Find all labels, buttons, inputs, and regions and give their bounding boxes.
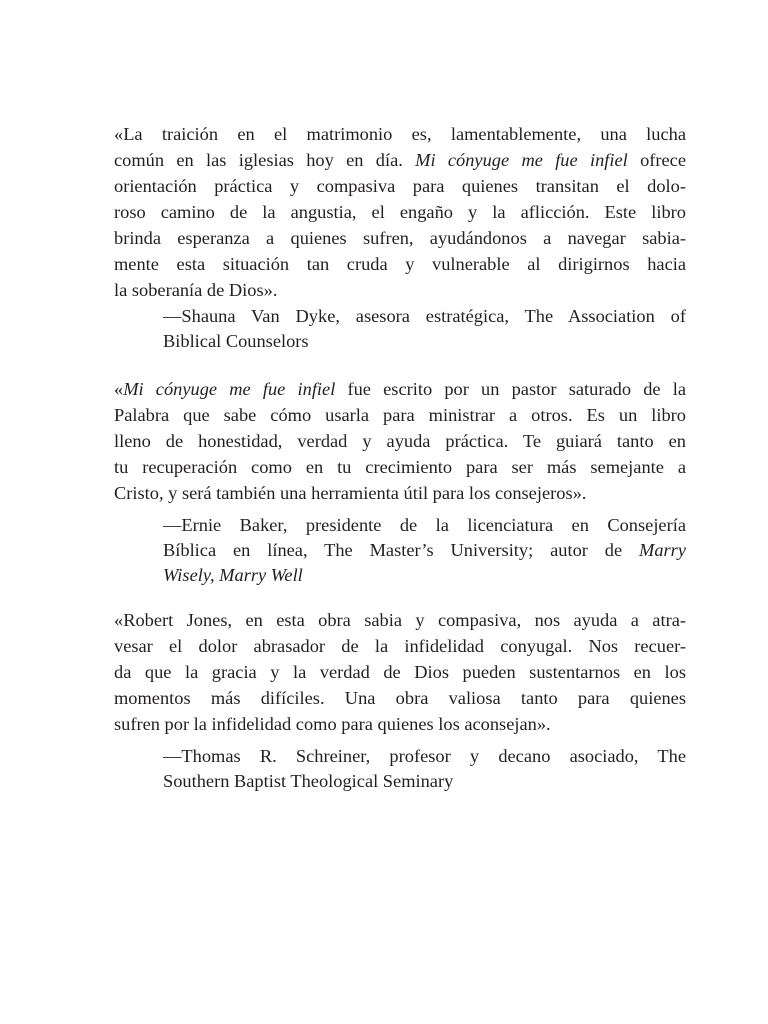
book-title: Wisely, Marry Well [163, 565, 303, 585]
text-segment: roso camino de la angustia, el engaño y la aflicción. Este libro [114, 202, 686, 222]
quote-line [114, 173, 686, 199]
quote-line [114, 480, 586, 506]
text-segment: «Robert Jones, en esta obra sabia y compasiva, nos ayuda a atra- [114, 610, 686, 630]
attribution-line [163, 768, 453, 794]
quote-line [114, 225, 686, 251]
text-segment: mente esta situación tan cruda y vulnerable al dirigirnos hacia [114, 254, 686, 274]
quote-line [114, 454, 686, 480]
text-segment: sufren por la infidelidad como para quienes los aconsejan». [114, 714, 551, 734]
quote-line [114, 251, 686, 277]
text-segment: fue escrito por un pastor saturado de la [335, 379, 686, 399]
text-segment: brinda esperanza a quienes sufren, ayudándonos a navegar sabia- [114, 228, 686, 248]
quote-line [114, 659, 686, 685]
text-segment: Southern Baptist Theological Seminary [163, 771, 454, 791]
quote-line [114, 685, 686, 711]
text-segment: momentos más difíciles. Una obra valiosa tanto para quienes [114, 688, 686, 708]
text-segment: Biblical Counselors [163, 331, 309, 351]
text-segment: orientación práctica y compasiva para quienes transitan el dolo- [114, 176, 686, 196]
text-segment: ofrece [627, 150, 686, 170]
text-segment: común en las iglesias hoy en día. [114, 150, 416, 170]
text-segment: lleno de honestidad, verdad y ayuda práctica. Te guiará tanto en [114, 431, 686, 451]
text-segment: tu recuperación como en tu crecimiento para ser más semejante a [114, 457, 686, 477]
text-segment: Cristo, y será también una herramienta útil para los consejeros». [114, 483, 587, 503]
book-title: Marry [639, 540, 686, 560]
text-segment: Bíblica en línea, The Master’s University; autor de [163, 540, 639, 560]
text-segment: vesar el dolor abrasador de la infidelidad conyugal. Nos recuer- [114, 636, 686, 656]
attribution-line [163, 743, 686, 769]
quote-line [114, 199, 686, 225]
quote-line [114, 428, 686, 454]
attribution-line [163, 512, 686, 538]
text-segment: da que la gracia y la verdad de Dios pueden sustentarnos en los [114, 662, 686, 682]
quote-line [114, 277, 277, 303]
text-segment: Palabra que sabe cómo usarla para ministrar a otros. Es un libro [114, 405, 686, 425]
book-title: Mi cónyuge me fue infiel [123, 379, 336, 399]
quote-line [114, 376, 686, 402]
quote-line [114, 147, 686, 173]
quote-line [114, 711, 551, 737]
attribution-line [163, 328, 309, 354]
quote-line [114, 607, 686, 633]
text-segment: la soberanía de Dios». [114, 280, 278, 300]
book-title: Mi cónyuge me fue infiel [415, 150, 628, 170]
text-segment: «La traición en el matrimonio es, lamentablemente, una lucha [114, 124, 686, 144]
text-segment: —Shauna Van Dyke, asesora estratégica, The Association of [163, 306, 686, 326]
text-segment: —Ernie Baker, presidente de la licenciatura en Consejería [163, 515, 686, 535]
quote-line [114, 402, 686, 428]
attribution-line [163, 562, 303, 588]
attribution-line [163, 537, 686, 563]
quote-line [114, 633, 686, 659]
quote-line [114, 121, 686, 147]
text-segment: « [114, 379, 124, 399]
text-segment: —Thomas R. Schreiner, profesor y decano asociado, The [163, 746, 686, 766]
attribution-line [163, 303, 686, 329]
